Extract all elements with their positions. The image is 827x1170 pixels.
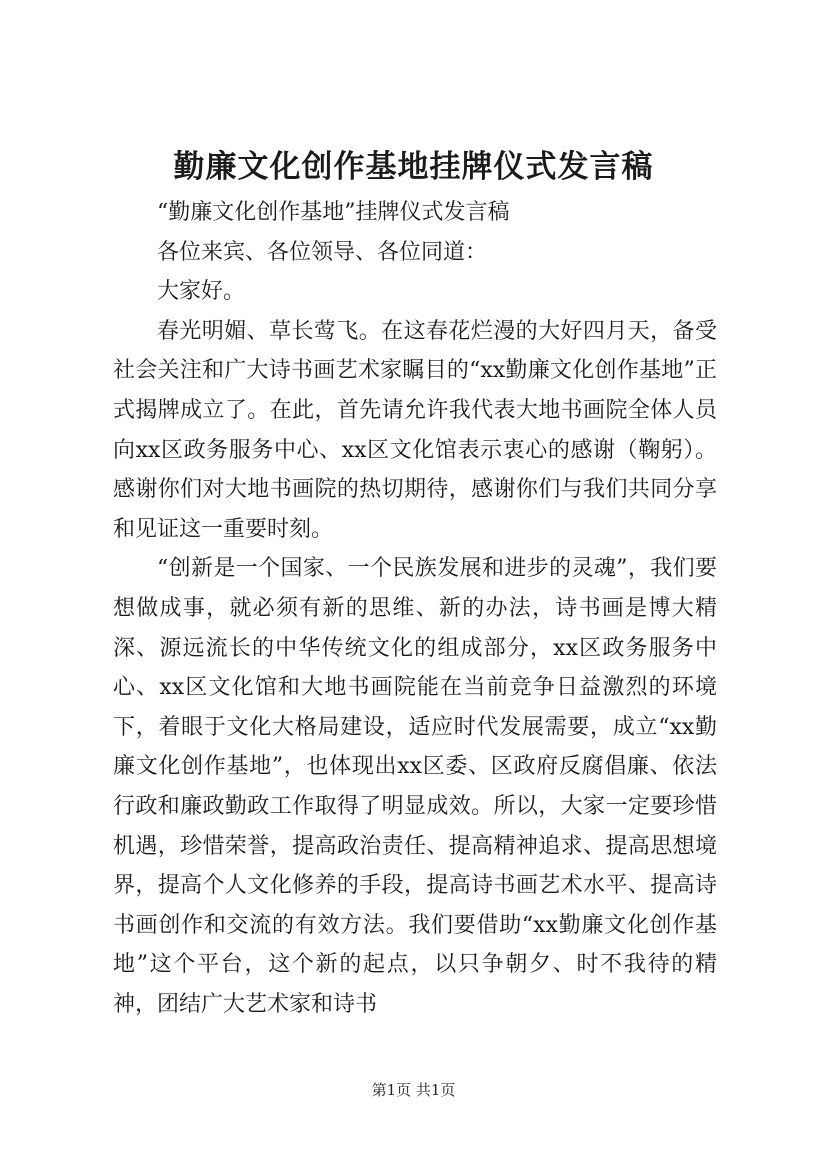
document-body <box>113 193 717 1024</box>
body-paragraph: “创新是一个国家、一个民族发展和进步的灵魂”，我们要想做成事，就必须有新的思维、新的办法，诗书画是博大精深、源远流长的中华传统文化的组成部分，xx区政务服务中心、xx区文化馆和大地书画院能在当前竞争日益激烈的环境下，着眼于文化大格局建设，适应时代发展需要，成立“xx勤廉文化创作基地”，也体现出xx区委、区政府反腐倡廉、依法行政和廉政勤政工作取得了明显成效。所以，大家一定要珍惜机遇，珍惜荣誉，提高政治责任、提高精神追求、提高思想境界，提高个人文化修养的手段，提高诗书画艺术水平、提高诗书画创作和交流的有效方法。我们要借助“xx勤廉文化创作基地”这个平台，这个新的起点，以只争朝夕、时不我待的精神，团结广大艺术家和诗书 <box>113 556 717 1017</box>
document-title: 勤廉文化创作基地挂牌仪式发言稿 <box>173 149 654 185</box>
page-number-footer: 第1页 共1页 <box>371 1081 456 1099</box>
greeting-paragraph: 大家好。 <box>157 279 246 305</box>
salutation-paragraph: 各位来宾、各位领导、各位同道： <box>157 239 488 265</box>
body-paragraph: 春光明媚、草长莺飞。在这春花烂漫的大好四月天，备受社会关注和广大诗书画艺术家瞩目的“xx勤廉文化创作基地”正式揭牌成立了。在此，首先请允许我代表大地书画院全体人员向xx区政务服务中心、xx区文化馆表示衷心的感谢（鞠躬）。感谢你们对大地书画院的热切期待，感谢你们与我们共同分享和见证这一重要时刻。 <box>113 318 717 542</box>
subtitle-paragraph: “勤廉文化创作基地”挂牌仪式发言稿 <box>157 200 510 225</box>
